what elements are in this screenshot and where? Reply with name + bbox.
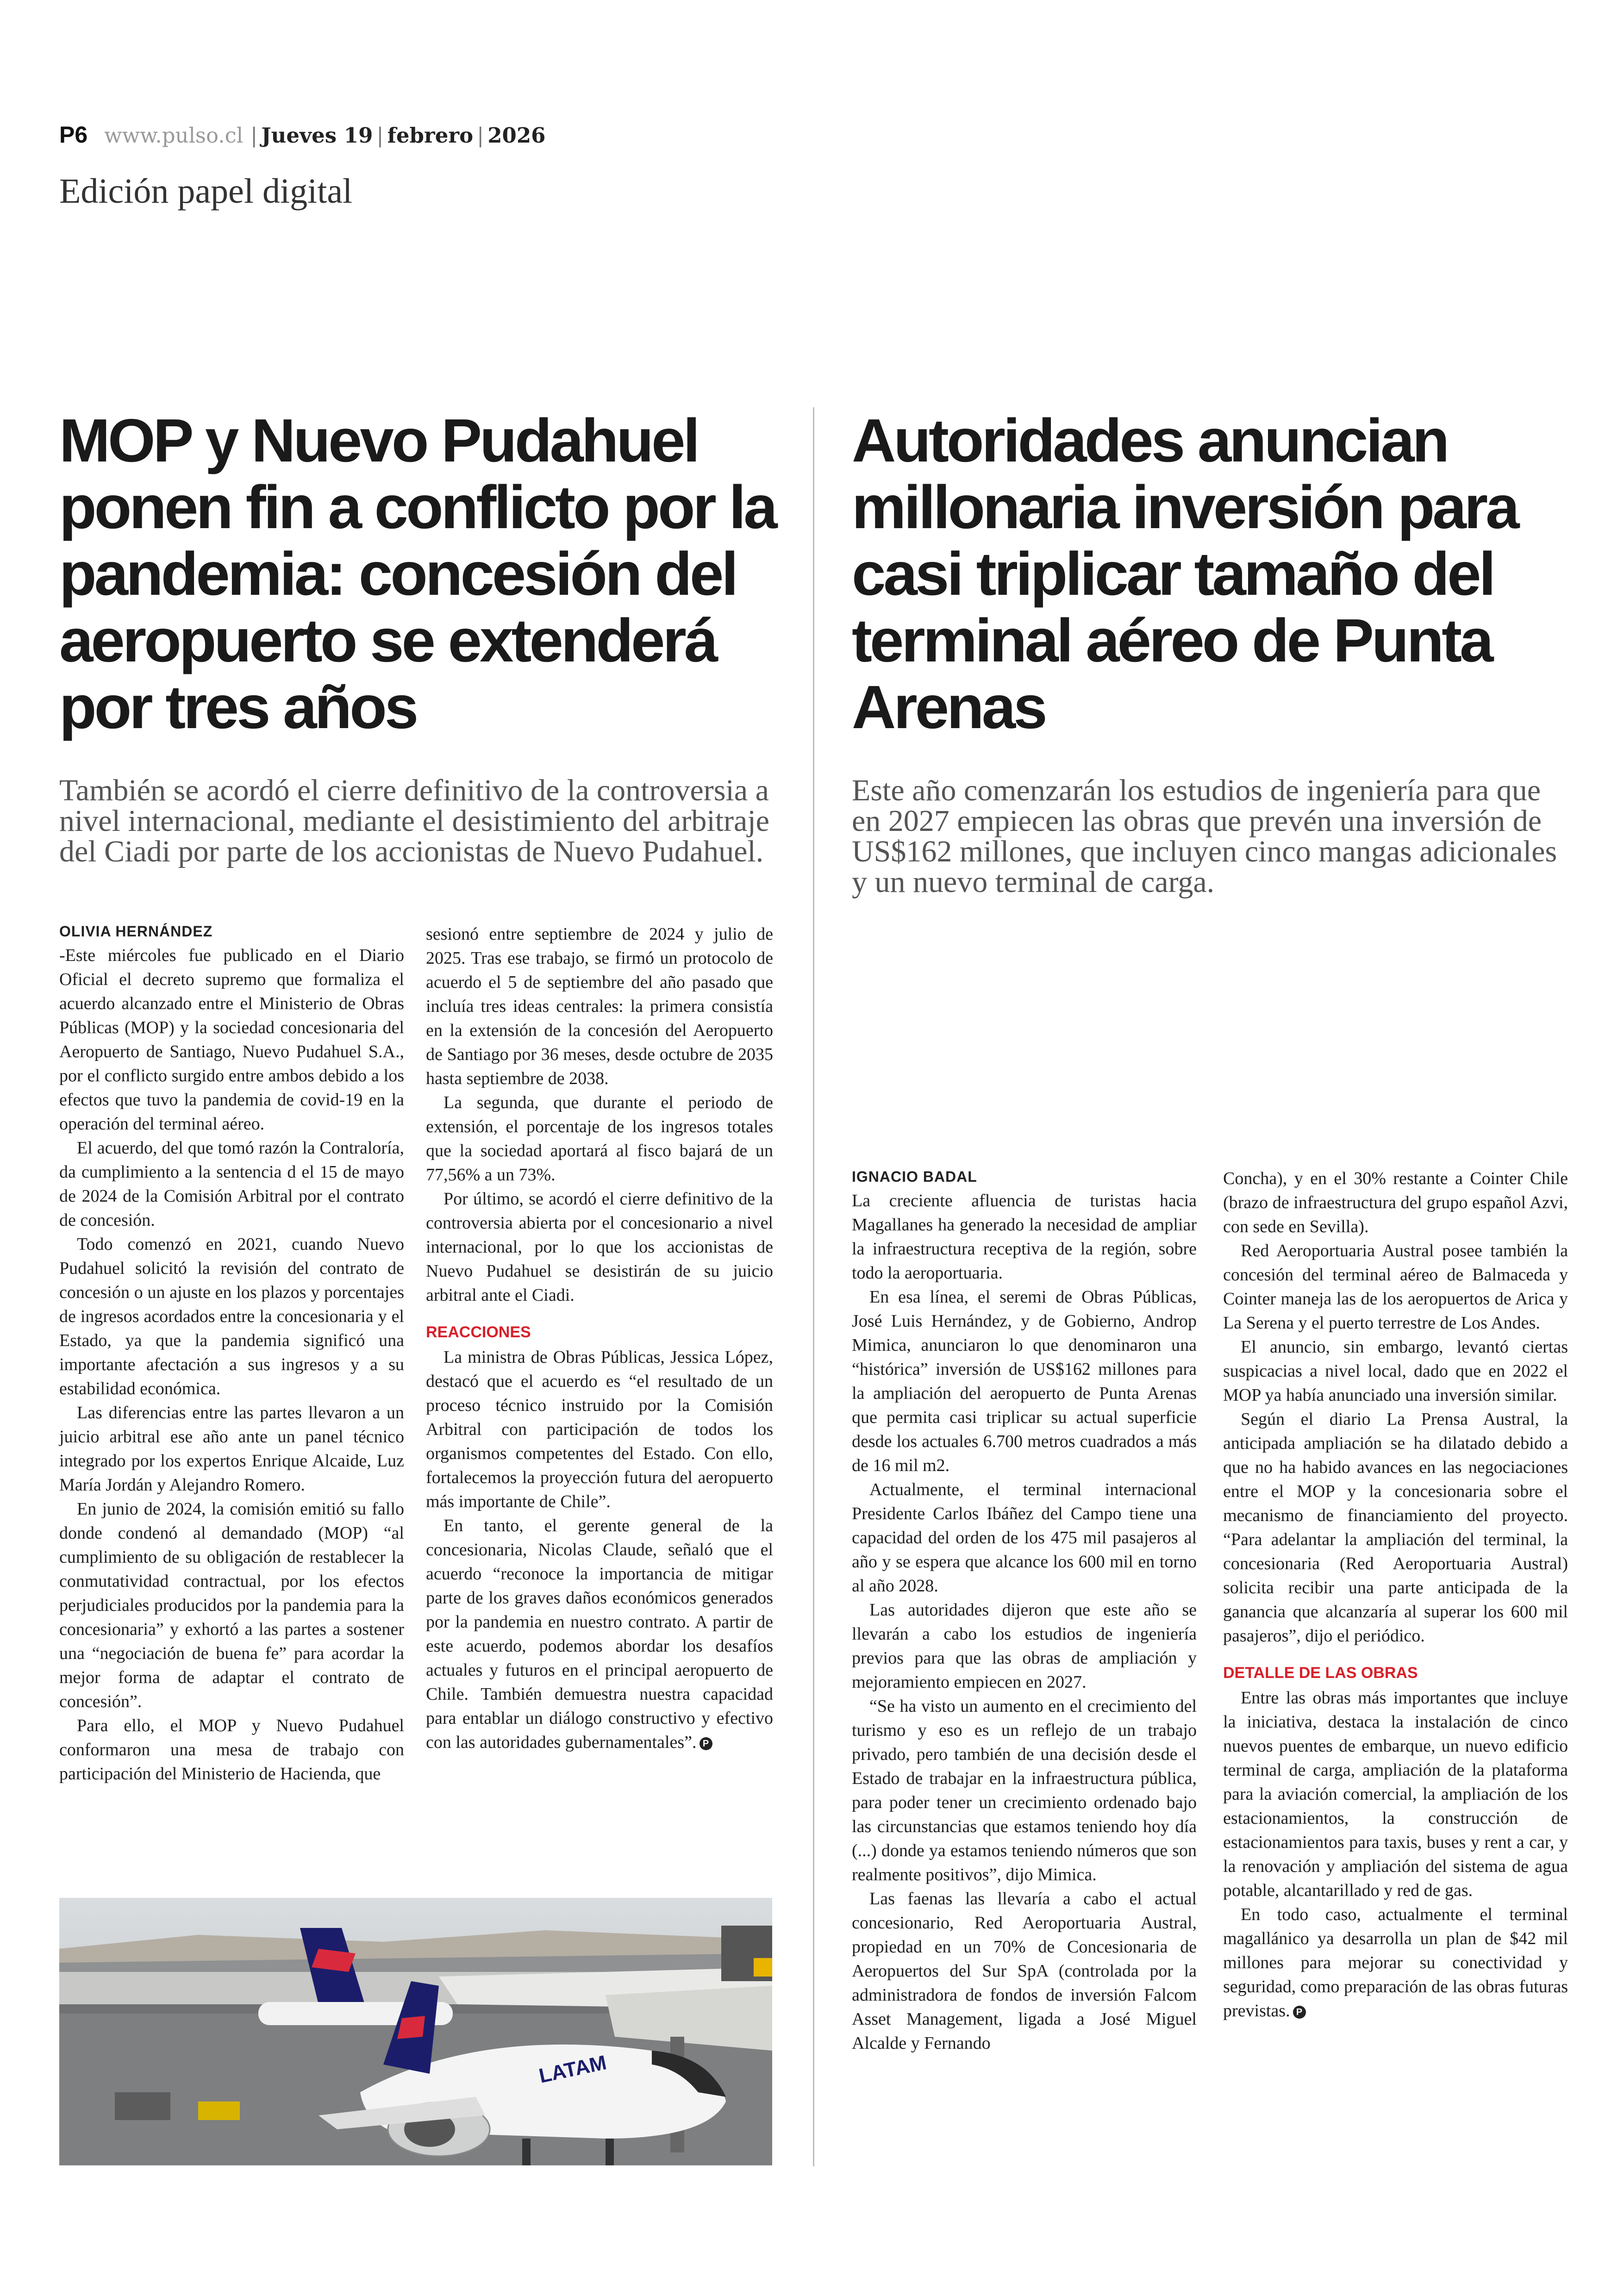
- left-byline: OLIVIA HERNÁNDEZ: [59, 923, 213, 940]
- paragraph: El anuncio, sin embargo, levantó ciertas suspicacias a nivel local, dado que en 2022 el MOP ya había anunciado una inversión similar.: [1223, 1337, 1568, 1405]
- paragraph: Todo comenzó en 2021, cuando Nuevo Pudahuel solicitó la revisión del contrato de concesión o un ajuste en los plazos y porcentajes de ingresos acordados entre la concesionaria y el Estado, ya que la pandemia significó una importante afectación a sus ingresos y a su estabilidad económica.: [59, 1235, 404, 1398]
- right-article-col1: [852, 1166, 1197, 2055]
- paragraph: [1223, 1902, 1568, 2023]
- paragraph: Actualmente, el terminal internacional Presidente Carlos Ibáñez del Campo tiene una capacidad del orden de los 475 mil pasajeros al año y se espera que alcance los 600 mil en torno al año 2028.: [852, 1480, 1197, 1596]
- paragraph: La creciente afluencia de turistas hacia Magallanes ha generado la necesidad de ampliar la infraestructura receptiva de la región, sobre todo la aeroportuaria.: [852, 1191, 1197, 1283]
- column-divider: [813, 407, 814, 2166]
- paragraph: La segunda, que durante el periodo de extensión, el porcentaje de los ingresos totales que la sociedad aportará al fisco bajará de un 77,56% a un 73%.: [426, 1093, 773, 1185]
- end-mark-icon: P: [1293, 2006, 1306, 2019]
- right-subhead-detalle: DETALLE DE LAS OBRAS: [1223, 1664, 1418, 1682]
- right-byline: IGNACIO BADAL: [852, 1168, 977, 1185]
- paragraph: Red Aeroportuaria Austral posee también la concesión del terminal aéreo de Balmaceda y Cointer maneja las de los aeropuertos de Arica y La Serena y el puerto terrestre de Los Andes.: [1223, 1241, 1568, 1333]
- paragraph: En esa línea, el seremi de Obras Públicas, José Luis Hernández, y de Gobierno, Androp Mimica, anunciaron lo que denominaron una “histórica” inversión de US$162 millones para la ampliación del aeropuerto de Punta Arenas que permita casi triplicar su actual superficie desde los actuales 6.700 metros cuadrados a más de 16 mil m2.: [852, 1287, 1197, 1475]
- left-subhead-reacciones: REACCIONES: [426, 1323, 531, 1341]
- paragraph: Las autoridades dijeron que este año se llevarán a cabo los estudios de ingeniería previos para que las obras de ampliación y mejoramiento empiecen en 2027.: [852, 1600, 1197, 1692]
- paragraph: [426, 1514, 773, 1754]
- paragraph: Para ello, el MOP y Nuevo Pudahuel conformaron una mesa de trabajo con participación del Ministerio de Hacienda, que: [59, 1716, 404, 1784]
- left-headline: MOP y Nuevo Pudahuel ponen fin a conflicto por la pandemia: concesión del aeropuerto se extenderá por tres años: [59, 406, 775, 741]
- paragraph-text: En todo caso, actualmente el terminal magallánico ya desarrolla un plan de $42 mil millones para mejorar su conectividad y seguridad, como preparación de las obras futuras previstas.: [1223, 1905, 1568, 2021]
- paragraph: Las faenas las llevaría a cabo el actual concesionario, Red Aeroportuaria Austral, propiedad en un 70% de Concesionaria de Aeropuertos del Sur SpA (controlada por la administradora de fondos de inversión Falcom Asset Management, ligada a José Miguel Alcalde y Fernando: [852, 1889, 1197, 2053]
- paragraph: La ministra de Obras Públicas, Jessica López, destacó que el acuerdo es “el resultado de un proceso técnico instruido por la Comisión Arbitral con participación de todos los organismos competentes del Estado. Con ello, fortalecemos la proyección futura del aeropuerto más importante de Chile”.: [426, 1347, 773, 1511]
- end-mark-icon: P: [700, 1737, 712, 1750]
- paragraph: Por último, se acordó el cierre definitivo de la controversia abierta por el concesionario a nivel internacional, por lo que los accionistas de Nuevo Pudahuel se desistirán de su juicio arbitral ante el Ciadi.: [426, 1189, 773, 1305]
- left-article-col2: [426, 922, 773, 1754]
- paragraph: El acuerdo, del que tomó razón la Contraloría, da cumplimiento a la sentencia d el 15 de mayo de 2024 de la Comisión Arbitral por el contrato de concesión.: [59, 1138, 404, 1230]
- left-article-col1: [59, 921, 404, 1786]
- right-dek: Este año comenzarán los estudios de ingeniería para que en 2027 empiecen las obras que prevén una inversión de US$162 millones, que incluyen cinco mangas adicionales y un nuevo terminal de carga.: [852, 773, 1557, 899]
- airplane-illustration: [59, 1898, 772, 2165]
- paragraph: sesionó entre septiembre de 2024 y julio de 2025. Tras ese trabajo, se firmó un protocolo de acuerdo el 5 de septiembre del año pasado que incluía tres ideas centrales: la primera consistía en la extensión de la concesión del Aeropuerto de Santiago por 36 meses, desde octubre de 2035 hasta septiembre de 2038.: [426, 924, 773, 1088]
- paragraph: Entre las obras más importantes que incluye la iniciativa, destaca la instalación de cinco nuevos puentes de embarque, un nuevo edificio terminal de carga, ampliación de la plataforma para la aviación comercial, la ampliación de los estacionamientos, la construcción de estacionamientos para taxis, buses y rent a car, y la renovación y ampliación del sistema de agua potable, alcantarillado y red de gas.: [1223, 1688, 1568, 1900]
- paragraph: En junio de 2024, la comisión emitió su fallo donde condenó al demandado (MOP) “al cumplimiento de su obligación de restablecer la conmutatividad contractual, por los efectos perjudiciales producidos por la pandemia para la concesionaria” y exhortó a las partes a sostener una “negociación de buena fe” para acordar la mejor forma de adaptar el contrato de concesión”.: [59, 1499, 404, 1711]
- paragraph: Según el diario La Prensa Austral, la anticipada ampliación se ha dilatado debido a que no ha habido avances en las negociaciones entre el MOP y la concesionaria sobre el mecanismo de financiamiento del proyecto. “Para adelantar la ampliación del terminal, la concesionaria (Red Aeroportuaria Austral) solicita recibir una parte anticipada de la ganancia que alcanzaría al superar los 600 mil pasajeros”, dijo el periódico.: [1223, 1409, 1568, 1646]
- date-day: Jueves 19: [261, 123, 373, 148]
- photo-signage: LATAM: [537, 2051, 609, 2088]
- paragraph: “Se ha visto un aumento en el crecimiento del turismo y eso es un reflejo de un trabajo privado, pero también de una decisión desde el Estado de trabajar en la infraestructura pública, para poder tener un crecimiento ordenado bajo las circunstancias que estamos teniendo hoy día (...) donde ya estamos teniendo números que son realmente positivos”, dijo Mimica.: [852, 1696, 1197, 1884]
- left-dek: También se acordó el cierre definitivo de la controversia a nivel internacional, mediante el desistimiento del arbitraje del Ciadi por parte de los accionistas de Nuevo Pudahuel.: [59, 773, 769, 868]
- paragraph: -Este miércoles fue publicado en el Diario Oficial el decreto supremo que formaliza el acuerdo alcanzado entre el Ministerio de Obras Públicas (MOP) y la sociedad concesionaria del Aeropuerto de Santiago, Nuevo Pudahuel S.A., por el conflicto surgido entre ambos debido a los efectos que tuvo la pandemia de covid-19 en la operación del terminal aéreo.: [59, 946, 404, 1134]
- site-url[interactable]: www.pulso.cl: [104, 123, 244, 148]
- right-headline: Autoridades anuncian millonaria inversión para casi triplicar tamaño del terminal aéreo de Punta Arenas: [852, 406, 1518, 741]
- date-year: 2026: [487, 123, 546, 148]
- airport-photo: [59, 1898, 772, 2165]
- paragraph: Concha), y en el 30% restante a Cointer Chile (brazo de infraestructura del grupo español Azvi, con sede en Sevilla).: [1223, 1169, 1568, 1236]
- paragraph: Las diferencias entre las partes llevaron a un juicio arbitral ese año ante un panel técnico integrado por los expertos Enrique Alcaide, Luz María Jordán y Alejandro Romero.: [59, 1403, 404, 1495]
- date-month: febrero: [387, 123, 474, 148]
- right-article-col2: [1223, 1166, 1568, 2023]
- section-label: Edición papel digital: [59, 172, 353, 211]
- page-number: P6: [59, 122, 88, 148]
- page-header: P6 www.pulso.cl | Jueves 19 | febrero | 2026: [59, 122, 546, 148]
- paragraph-text: En tanto, el gerente general de la concesionaria, Nicolas Claude, señaló que el acuerdo “reconoce la importancia de mitigar parte de los graves daños económicos generados por la pandemia en nuestro contrato. A partir de este acuerdo, podemos abordar los desafíos actuales y futuros en el principal aeropuerto de Chile. También demuestra nuestra capacidad para entablar un diálogo constructivo y efectivo con las autoridades gubernamentales”.: [426, 1516, 773, 1752]
